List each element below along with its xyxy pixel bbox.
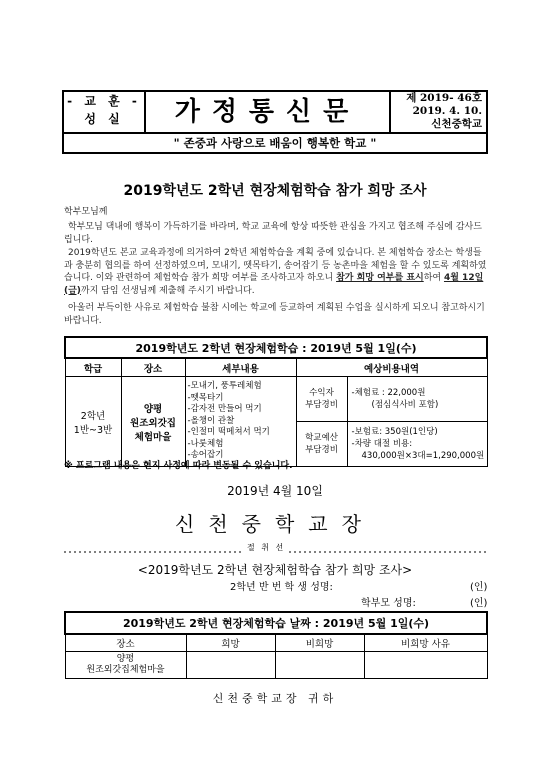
paragraph-2-text: 2019학년도 본교 교육과정에 의거하여 2학년 체험학습을 계획 중에 있습니다. 본 체험학습 장소는 학생들과 충분히 협의를 하여 선정하였으며, 모내기, 뗏목타기, 송어잡기 등 농촌마을 체험을 할 수 있도록 계획하였습니다. 이와 관련하여 체험학습 참가 희망 여부를 조사하고자 하오니 bbox=[64, 248, 487, 283]
cost-school bbox=[347, 422, 487, 467]
reply-header-reason: 비희망 사유 bbox=[364, 634, 487, 652]
reply-header-no: 비희망 bbox=[275, 634, 364, 652]
motto-value: 성 실 bbox=[84, 112, 124, 126]
activity-item: -나룻체험 bbox=[187, 438, 224, 449]
cost-line: (점심식사비 포함) bbox=[371, 400, 439, 410]
cost-line: 430,000원×3대=1,290,000원 bbox=[361, 451, 485, 461]
activity-item: -올챙이 관찰 bbox=[187, 415, 235, 426]
addressee-footer: 신천중학교장 귀하 bbox=[212, 692, 338, 705]
document-title: 2019학년도 2학년 현장체험학습 참가 희망 조사 bbox=[123, 183, 427, 199]
issue-date: 2019. 4. 10. bbox=[412, 105, 482, 117]
reply-table bbox=[64, 611, 488, 679]
reply-caption: 2019학년도 2학년 현장체험학습 날짜 : 2019년 5월 1일(수) bbox=[65, 612, 487, 634]
cost-line: -체험료 : 22,000원 bbox=[351, 388, 426, 398]
school-slogan: " 존중과 사랑으로 배움이 행복한 학교 " bbox=[62, 134, 488, 154]
reply-no-cell[interactable] bbox=[275, 652, 364, 679]
schedule-caption: 2019학년도 2학년 현장체험학습 : 2019년 5월 1일(수) bbox=[65, 337, 487, 358]
greeting: 학부모님께 bbox=[64, 207, 108, 217]
activity-item: -모내기, 풍투레체험 bbox=[187, 381, 262, 392]
activities-cell bbox=[185, 377, 296, 467]
reply-reason-cell[interactable] bbox=[364, 652, 487, 679]
emphasis-mark-choice: 참가 희망 여부를 표시 bbox=[336, 273, 424, 283]
principal-signature: 신천중학교장 bbox=[175, 512, 375, 536]
activity-item: -감자전 만들어 먹기 bbox=[187, 404, 262, 415]
reply-form-title: <2019학년도 2학년 현장체험학습 참가 희망 조사> bbox=[137, 563, 413, 577]
school-motto bbox=[64, 92, 146, 132]
paragraph-3: 아울러 부득이한 사유로 체험학습 불참 시에는 학교에 등교하여 계획된 수업을 실시하게 되오니 참고하시기 바랍니다. bbox=[64, 303, 485, 326]
cost-beneficiary bbox=[347, 377, 487, 422]
cost-line: -차량 대절 비용: bbox=[351, 439, 413, 449]
activity-item: -뗏목타기 bbox=[187, 392, 224, 403]
header-class: 학급 bbox=[65, 358, 121, 377]
header-place: 장소 bbox=[121, 358, 185, 377]
activity-item: -송어잡기 bbox=[187, 450, 224, 461]
class-cell: 2학년 1반~3반 bbox=[65, 377, 121, 467]
reply-yes-cell[interactable] bbox=[186, 652, 275, 679]
student-name-line: 2학년 반 번 학 생 성명: bbox=[230, 582, 333, 593]
paragraph-2-mid: 하여 bbox=[423, 273, 444, 283]
header-details: 세부내용 bbox=[185, 358, 296, 377]
paragraph-2-end: 까지 담임 선생님께 제출해 주시기 바랍니다. bbox=[80, 285, 255, 296]
program-note: ※ 프로그램 내용은 현지 사정에 따라 변동될 수 있습니다. bbox=[64, 461, 293, 471]
issue-number: 제 2019- 46호 bbox=[406, 92, 482, 104]
activity-item: -인절미 떡메쳐서 먹기 bbox=[187, 427, 270, 438]
header-cost: 예상비용내역 bbox=[296, 358, 487, 377]
cost-label-beneficiary: 수익자 부담경비 bbox=[296, 377, 347, 422]
emphasis-deadline: 4월 12일(금) bbox=[64, 273, 484, 296]
issue-date-line: 2019년 4월 10일 bbox=[227, 484, 323, 498]
cost-line: -보험료: 350원(1인당) bbox=[351, 427, 438, 437]
cost-label-school: 학교예산 부담경비 bbox=[296, 422, 347, 467]
newsletter-header bbox=[62, 90, 488, 134]
paragraph-2 bbox=[64, 247, 488, 297]
parent-seal: (인) bbox=[470, 598, 488, 609]
newsletter-title: 가정통신문 bbox=[146, 92, 391, 132]
reply-header-yes: 희망 bbox=[186, 634, 275, 652]
issue-info bbox=[391, 92, 486, 132]
reply-place-cell: 양평 원조외갓집체험마을 bbox=[65, 652, 186, 679]
school-name: 신천중학교 bbox=[431, 118, 482, 130]
parent-name-line: 학부모 성명: bbox=[361, 598, 416, 609]
place-cell: 양평 원조외갓집 체험마을 bbox=[121, 377, 185, 467]
reply-header-place: 장소 bbox=[65, 634, 186, 652]
paragraph-1: 학부모님 댁내에 행복이 가득하기를 바라며, 학교 교육에 항상 따뜻한 관심을 가지고 협조해 주심에 감사드립니다. bbox=[64, 222, 482, 245]
motto-label: - 교 훈 - bbox=[67, 94, 141, 108]
cut-line-label: 절 취 선 bbox=[244, 542, 288, 553]
student-seal: (인) bbox=[470, 582, 488, 593]
schedule-table bbox=[64, 336, 488, 467]
